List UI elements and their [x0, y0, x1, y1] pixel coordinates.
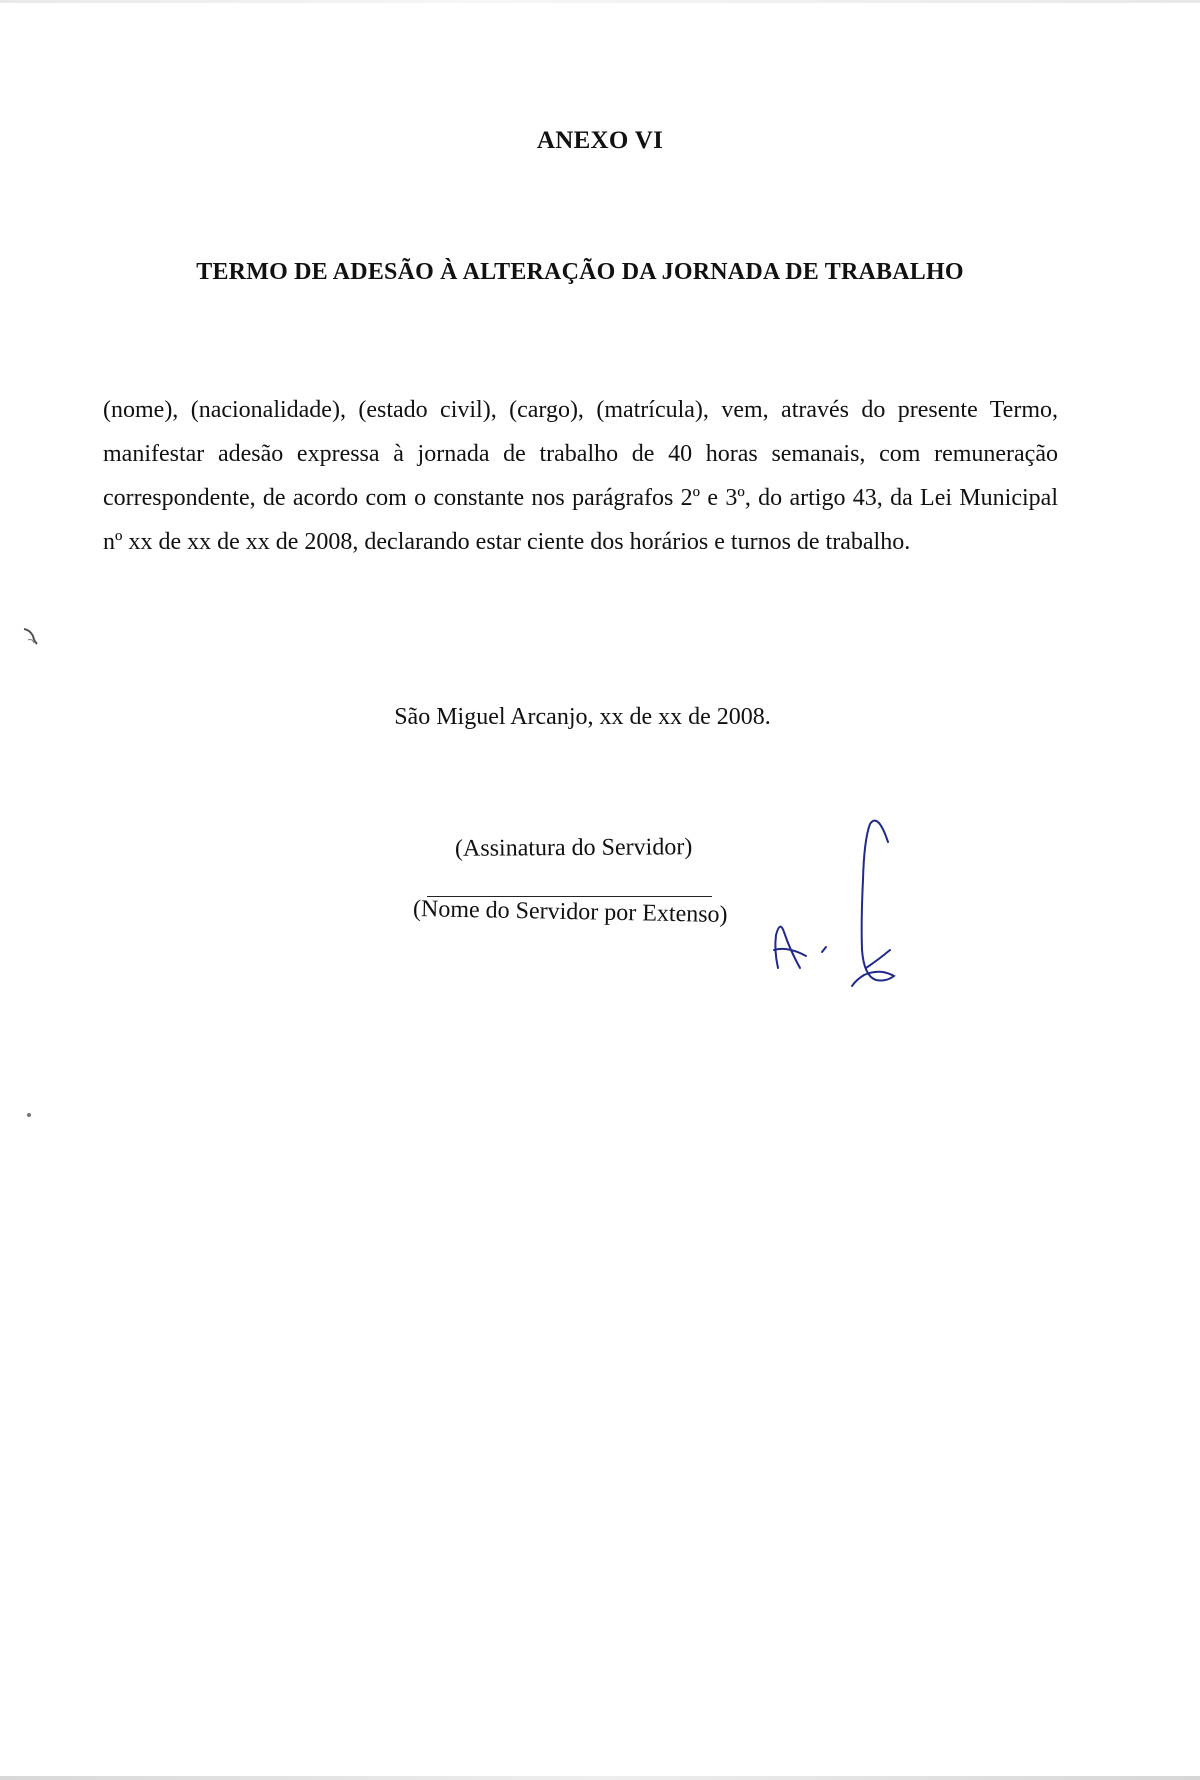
signature-label: (Assinatura do Servidor): [454, 834, 693, 862]
term-title: TERMO DE ADESÃO À ALTERAÇÃO DA JORNADA DE TRABALHO: [196, 259, 964, 285]
annex-title: ANEXO VI: [536, 127, 664, 154]
scan-edge-top: [0, 0, 1200, 3]
scan-edge-bottom: [0, 1776, 1200, 1780]
body-paragraph: (nome), (nacionalidade), (estado civil), (cargo), (matrícula), vem, através do presente Termo, manifestar adesão expressa à jornada de trabalho de 40 horas semanais, com remuneração correspondente, de acordo com o constante nos parágrafos 2º e 3º, do artigo 43, da Lei Municipal nº xx de xx de xx de 2008, declarando estar ciente dos horários e turnos de trabalho.: [103, 397, 1058, 555]
name-label: (Nome do Servidor por Extenso): [412, 896, 728, 929]
place-date: São Miguel Arcanjo, xx de xx de 2008.: [394, 704, 771, 730]
scan-speck-mark: [20, 626, 40, 648]
scan-speck-dot: [27, 1113, 31, 1117]
handwritten-initials: [760, 800, 920, 1020]
